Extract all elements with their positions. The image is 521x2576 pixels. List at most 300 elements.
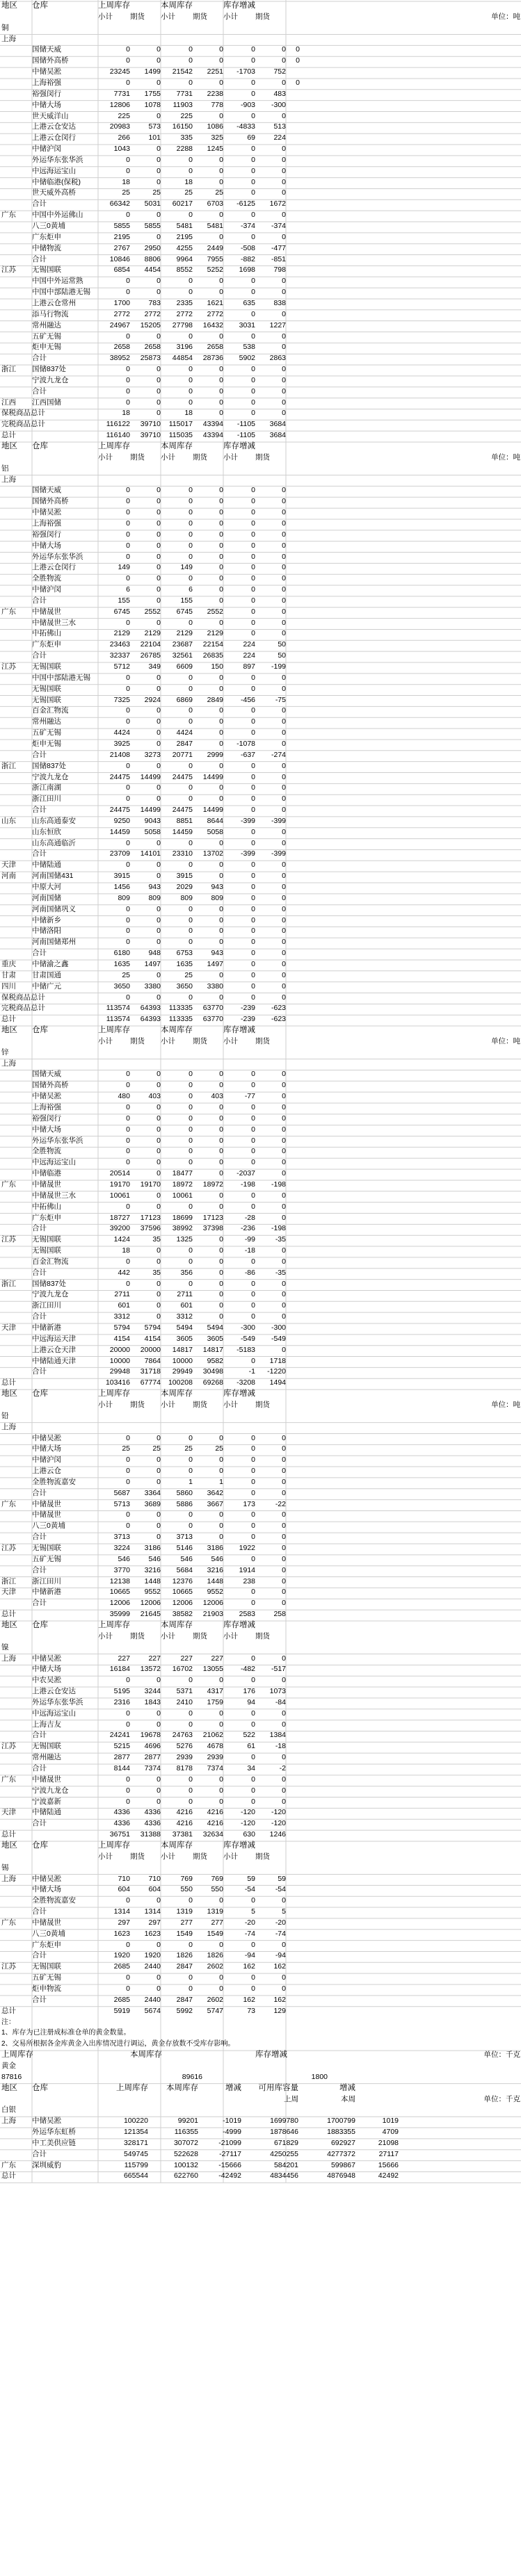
value-cell: -3208: [237, 1378, 255, 1387]
value-cell: 25: [215, 188, 223, 197]
value-cell: 0: [219, 375, 223, 384]
value-cell: 0: [219, 706, 223, 715]
value-cell: 2602: [207, 1995, 223, 2004]
warehouse-cell: 中国中外运佛山: [32, 211, 83, 220]
value-cell: 0: [189, 277, 193, 286]
value-cell: 0: [126, 861, 130, 870]
warehouse-cell: 国储天威: [32, 486, 61, 495]
value-cell: 103416: [105, 1378, 130, 1387]
warehouse-cell: 合计: [32, 1907, 47, 1916]
value-cell: 0: [157, 1257, 161, 1266]
value-cell: 18: [184, 177, 193, 186]
value-cell: 0: [282, 1984, 286, 1993]
value-cell: 94: [247, 1697, 255, 1706]
value-cell: 0: [282, 1775, 286, 1784]
value-cell: 6854: [113, 266, 130, 275]
column-subheader: 期货: [255, 1631, 270, 1640]
region-cell: 广东: [1, 607, 16, 616]
value-cell: 0: [126, 1136, 130, 1145]
value-cell: 0: [282, 794, 286, 804]
column-subheader: 小计: [98, 1852, 113, 1861]
value-cell: 0: [189, 1973, 193, 1982]
value-cell: 1456: [113, 883, 130, 891]
value-cell: 32337: [109, 651, 130, 660]
value-cell: 0: [251, 1973, 255, 1982]
value-cell: 0: [251, 1753, 255, 1762]
value-cell: -374: [240, 222, 255, 230]
value-cell: 43394: [202, 420, 223, 429]
region-cell: 重庆: [1, 959, 16, 968]
warehouse-cell: 上港云仓常州: [32, 298, 76, 307]
value-cell: 61: [247, 1742, 255, 1751]
value-cell: 5058: [207, 827, 223, 836]
value-cell: 0: [219, 519, 223, 528]
value-cell: 0: [251, 596, 255, 605]
value-cell: 0: [189, 1510, 193, 1519]
value-cell: 29949: [172, 1367, 193, 1376]
value-cell: 328171: [123, 2138, 148, 2147]
value-cell: 9552: [207, 1588, 223, 1597]
value-cell: 0: [251, 288, 255, 297]
warehouse-cell: 八三0黄埔: [32, 1522, 65, 1531]
value-cell: 0: [219, 1268, 223, 1277]
value-cell: 0: [251, 827, 255, 836]
value-cell: 1914: [239, 1565, 255, 1574]
value-cell: 3244: [144, 1687, 161, 1696]
value-cell: 0: [157, 783, 161, 792]
warehouse-cell: 上海吉友: [32, 1720, 61, 1729]
region-cell: 广东: [1, 1180, 16, 1189]
value-cell: 23310: [172, 849, 193, 858]
value-cell: 0: [282, 1147, 286, 1156]
column-header: 上周库存: [98, 1841, 130, 1850]
warehouse-cell: 中储晟世: [32, 1499, 61, 1508]
warehouse-cell: 浙江田川: [32, 1301, 61, 1310]
warehouse-cell: 合计: [32, 949, 47, 958]
value-cell: 0: [219, 111, 223, 120]
value-cell: 0: [157, 1984, 161, 1993]
value-cell: 0: [282, 1312, 286, 1321]
value-cell: 0: [157, 838, 161, 847]
column-header: 地区: [1, 442, 17, 450]
value-cell: 2711: [114, 1290, 130, 1299]
value-cell: 0: [126, 552, 130, 561]
value-cell: 0: [219, 1676, 223, 1685]
warehouse-cell: 常州融达: [32, 320, 61, 329]
value-cell: -2: [279, 1764, 286, 1772]
value-cell: 0: [157, 45, 161, 54]
warehouse-cell: 无锡国联: [32, 1742, 61, 1751]
value-cell: 809: [148, 893, 161, 902]
region-cell: 浙江: [1, 1576, 16, 1585]
column-header: 库存增减: [223, 1026, 255, 1035]
warehouse-cell: 中储沪闵: [32, 585, 61, 594]
value-cell: 1227: [269, 320, 286, 329]
silver-unit-label: 单位：千克: [483, 2094, 520, 2103]
value-cell: -882: [240, 254, 255, 263]
value-cell: 0: [282, 332, 286, 341]
value-cell: 0: [251, 45, 255, 54]
value-cell: 0: [219, 838, 223, 847]
value-cell: 69: [247, 133, 255, 142]
region-cell: 上海: [1, 1059, 16, 1068]
warehouse-cell: 八三0黄埔: [32, 1929, 65, 1938]
value-cell: 0: [282, 618, 286, 627]
value-cell: 32634: [202, 1830, 223, 1839]
value-cell: 1922: [239, 1544, 255, 1552]
value-cell: 2924: [144, 695, 161, 704]
value-cell: 14817: [172, 1345, 193, 1354]
value-cell: 0: [219, 1191, 223, 1200]
warehouse-cell: 合计: [32, 750, 47, 759]
warehouse-cell: 合计: [32, 1995, 47, 2004]
warehouse-cell: 中储晟世: [32, 1510, 61, 1519]
warehouse-cell: 中储吴淞: [32, 508, 61, 517]
silver-column-header: 增减: [339, 2083, 355, 2092]
value-cell: 0: [189, 486, 193, 495]
value-cell: 0: [157, 145, 161, 154]
value-cell: 5215: [113, 1742, 130, 1751]
value-cell: 0: [126, 1797, 130, 1806]
warehouse-cell: 中储物流: [32, 243, 61, 252]
value-cell: 5855: [113, 222, 130, 230]
value-cell: 0: [157, 1114, 161, 1123]
value-cell: 0: [282, 188, 286, 197]
value-cell: 0: [251, 1720, 255, 1729]
value-cell: -456: [240, 695, 255, 704]
value-cell: 0: [219, 1169, 223, 1178]
region-cell: 浙江: [1, 761, 16, 770]
value-cell: 14499: [202, 806, 223, 815]
value-cell: 227: [180, 1654, 193, 1663]
value-cell: 31718: [140, 1367, 161, 1376]
value-cell: 5919: [113, 2006, 130, 2015]
value-cell: 0: [282, 309, 286, 318]
value-cell: 64393: [140, 1015, 161, 1024]
value-cell: 0: [251, 574, 255, 583]
value-cell: 4424: [176, 728, 193, 737]
warehouse-cell: 中储吴淞: [32, 67, 61, 76]
value-cell: 0: [126, 1081, 130, 1090]
value-cell: 4277372: [327, 2149, 355, 2158]
value-cell: 0: [157, 761, 161, 770]
silver-column-header: 地区: [1, 2083, 17, 2092]
value-cell: 630: [243, 1830, 255, 1839]
value-cell: 0: [251, 1554, 255, 1563]
value-cell: 546: [180, 1554, 193, 1563]
value-cell: 943: [211, 949, 223, 958]
value-cell: 59: [278, 1874, 286, 1883]
value-cell: 442: [118, 1268, 130, 1277]
region-cell: 广东: [1, 1499, 16, 1508]
column-subheader: 期货: [193, 1631, 207, 1640]
value-cell: 0: [282, 1576, 286, 1585]
value-cell: 100208: [168, 1378, 193, 1387]
value-cell: 1043: [113, 145, 130, 154]
value-cell: 9964: [176, 254, 193, 263]
value-cell: 0: [282, 1169, 286, 1178]
value-cell: 3642: [207, 1488, 223, 1497]
value-cell: 0: [282, 938, 286, 947]
column-subheader: 期货: [130, 1400, 145, 1409]
value-cell: 0: [282, 717, 286, 726]
value-cell: 0: [157, 288, 161, 297]
value-cell: 0: [189, 332, 193, 341]
value-cell: 0: [219, 1709, 223, 1718]
value-cell: 778: [211, 100, 223, 109]
value-cell: 1700: [113, 298, 130, 307]
value-cell: 14817: [202, 1345, 223, 1354]
value-cell: 0: [157, 1676, 161, 1685]
value-cell: 0: [157, 398, 161, 407]
value-cell: 11903: [173, 100, 193, 109]
value-cell: 4317: [207, 1687, 223, 1696]
value-cell: 0: [126, 761, 130, 770]
value-cell: 35: [152, 1235, 161, 1244]
value-cell: 0: [126, 1676, 130, 1685]
value-cell: 0: [219, 927, 223, 936]
value-cell: 29948: [109, 1367, 130, 1376]
value-cell: 897: [243, 662, 255, 671]
warehouse-cell: 合计: [32, 1312, 47, 1321]
column-subheader: 小计: [161, 1400, 175, 1409]
value-cell: 9552: [144, 1588, 161, 1597]
value-cell: 0: [126, 155, 130, 164]
value-cell: 1883355: [327, 2128, 355, 2137]
column-subheader: 期货: [193, 12, 207, 21]
value-cell: 0: [189, 1092, 193, 1101]
value-cell: 0: [126, 717, 130, 726]
value-cell: 0: [251, 1467, 255, 1476]
region-cell: 天津: [1, 1808, 16, 1817]
value-cell: 0: [189, 519, 193, 528]
value-cell: 0: [219, 1522, 223, 1531]
value-cell: 18: [122, 177, 130, 186]
warehouse-cell: 常州融达: [32, 1753, 61, 1762]
value-cell: 3186: [207, 1544, 223, 1552]
value-cell: 5992: [176, 2006, 193, 2015]
value-cell: 0: [251, 1709, 255, 1718]
value-cell: 0: [157, 552, 161, 561]
value-cell: 0: [126, 618, 130, 627]
column-header: 地区: [1, 1, 17, 10]
unit-label: 单位：吨: [491, 1400, 520, 1409]
column-header: 库存增减: [223, 1841, 255, 1850]
value-cell: 0: [251, 111, 255, 120]
value-cell: 403: [211, 1092, 223, 1101]
column-subheader: 期货: [255, 1400, 270, 1409]
value-cell: 0: [251, 1290, 255, 1299]
value-cell: 2767: [113, 243, 130, 252]
region-cell: 上海: [1, 1874, 16, 1883]
value-cell: 0: [189, 365, 193, 374]
value-cell: 0: [282, 772, 286, 781]
warehouse-cell: 广东炬申: [32, 1940, 61, 1949]
value-cell: -54: [244, 1885, 255, 1894]
value-cell: 0: [219, 794, 223, 804]
value-cell: 64393: [140, 1004, 161, 1013]
value-cell: -5183: [237, 1345, 255, 1354]
value-cell: 0: [219, 155, 223, 164]
value-cell: 0: [157, 684, 161, 693]
warehouse-cell: 外运华东张华浜: [32, 552, 83, 561]
value-cell: 483: [273, 89, 286, 98]
region-cell: 浙江: [1, 365, 16, 374]
column-header: 库存增减: [223, 442, 255, 450]
value-cell: 1826: [176, 1951, 193, 1960]
value-cell: 0: [126, 332, 130, 341]
column-subheader: 小计: [161, 1852, 175, 1861]
value-cell: 0: [282, 883, 286, 891]
value-cell: 155: [118, 596, 130, 605]
value-cell: 0: [251, 1191, 255, 1200]
value-cell: 2129: [207, 629, 223, 638]
value-cell: 21098: [378, 2138, 399, 2147]
value-cell: 4336: [113, 1819, 130, 1828]
value-cell: 0: [251, 949, 255, 958]
warehouse-cell: 外运华东张华浜: [32, 1697, 83, 1706]
value-cell: -27117: [219, 2149, 241, 2158]
value-cell: -517: [271, 1665, 286, 1674]
value-cell: 0: [251, 717, 255, 726]
value-cell: 0: [282, 1456, 286, 1465]
value-cell: 50: [278, 640, 286, 649]
column-header: 地区: [1, 1620, 17, 1629]
value-cell: 622760: [173, 2171, 198, 2180]
value-cell: 3216: [144, 1565, 161, 1574]
value-cell: 63770: [202, 1004, 223, 1013]
value-cell: 3713: [176, 1533, 193, 1542]
value-cell: 6180: [113, 949, 130, 958]
value-cell: 0: [251, 915, 255, 924]
value-cell: 2847: [176, 1995, 193, 2004]
value-cell: 100220: [123, 2117, 148, 2126]
value-cell: 0: [219, 861, 223, 870]
value-cell: 0: [189, 1467, 193, 1476]
column-header: 本周库存: [161, 442, 193, 450]
value-cell: 809: [118, 893, 130, 902]
value-cell: 0: [282, 1599, 286, 1608]
value-cell: 0: [219, 1070, 223, 1079]
value-cell: 0: [251, 706, 255, 715]
region-cell: 河南: [1, 872, 16, 881]
value-cell: -236: [240, 1224, 255, 1233]
value-cell: 0: [219, 684, 223, 693]
value-cell: 34: [247, 1764, 255, 1772]
value-cell: 0: [282, 145, 286, 154]
value-cell: 0: [189, 861, 193, 870]
value-cell: 0: [251, 552, 255, 561]
value-cell: 0: [251, 1654, 255, 1663]
value-cell: 0: [219, 1290, 223, 1299]
value-cell: 0: [219, 1510, 223, 1519]
warehouse-cell: 中国中部陆港无锡: [32, 673, 90, 682]
value-cell: 0: [219, 552, 223, 561]
value-cell: 0: [219, 1456, 223, 1465]
value-cell: 1424: [113, 1235, 130, 1244]
value-cell: 0: [219, 1125, 223, 1134]
value-cell: 25: [122, 1444, 130, 1453]
value-cell: 0: [189, 155, 193, 164]
value-cell: 4154: [144, 1334, 161, 1343]
value-cell: 0: [282, 981, 286, 991]
value-cell: 1699780: [270, 2117, 298, 2126]
value-cell: 25: [184, 1444, 193, 1453]
value-cell: 0: [251, 277, 255, 286]
value-cell: 0: [157, 530, 161, 539]
value-cell: 4154: [113, 1334, 130, 1343]
value-cell: 3667: [207, 1499, 223, 1508]
column-subheader: 期货: [130, 1036, 145, 1045]
warehouse-cell: 合计: [32, 596, 47, 605]
warehouse-cell: 中拓佛山: [32, 1202, 61, 1211]
value-cell: 162: [243, 1995, 255, 2004]
warehouse-cell: 合计: [32, 1533, 47, 1542]
value-cell: 10061: [172, 1191, 193, 1200]
value-cell: 0: [296, 56, 300, 65]
value-cell: 23245: [109, 67, 130, 76]
warehouse-cell: 国储天威: [32, 45, 61, 54]
value-cell: 0: [157, 706, 161, 715]
value-cell: 1672: [269, 199, 286, 209]
warehouse-cell: 国储837处: [32, 1279, 67, 1288]
value-cell: 480: [118, 1092, 130, 1101]
value-cell: 0: [282, 155, 286, 164]
value-cell: 0: [282, 1257, 286, 1266]
value-cell: 0: [251, 1676, 255, 1685]
value-cell: 28736: [202, 354, 223, 363]
value-cell: 0: [189, 78, 193, 87]
value-cell: 0: [282, 1709, 286, 1718]
warehouse-cell: 中储大场: [32, 1444, 61, 1453]
warehouse-cell: 世天威外高桥: [32, 188, 76, 197]
value-cell: 0: [157, 1279, 161, 1288]
value-cell: 599867: [330, 2160, 355, 2169]
value-cell: 13572: [140, 1665, 161, 1674]
value-cell: 2685: [113, 1962, 130, 1971]
value-cell: 4250255: [270, 2149, 298, 2158]
value-cell: 0: [251, 563, 255, 572]
value-cell: 2129: [176, 629, 193, 638]
value-cell: 0: [282, 56, 286, 65]
value-cell: 3186: [144, 1544, 161, 1552]
value-cell: 0: [251, 938, 255, 947]
value-cell: 3713: [113, 1533, 130, 1542]
column-subheader: 期货: [255, 453, 270, 462]
value-cell: 5481: [207, 222, 223, 230]
value-cell: 0: [282, 1510, 286, 1519]
value-cell: 1319: [176, 1907, 193, 1916]
value-cell: 73: [247, 2006, 255, 2015]
value-cell: 5794: [144, 1323, 161, 1332]
warehouse-cell: 山东高通临沂: [32, 838, 76, 847]
value-cell: -54: [275, 1885, 286, 1894]
warehouse-cell: 合计: [32, 1599, 47, 1608]
warehouse-cell: 国储837处: [32, 761, 67, 770]
value-cell: 0: [219, 563, 223, 572]
value-cell: -4999: [223, 2128, 241, 2137]
value-cell: 162: [243, 1962, 255, 1971]
value-cell: 573: [148, 122, 161, 131]
warehouse-cell: 河南国储: [32, 893, 61, 902]
warehouse-cell: 中国中外运常熟: [32, 277, 83, 286]
gold-unit-label: 单位：千克: [483, 2051, 520, 2060]
column-subheader: 小计: [161, 453, 175, 462]
column-header: 上周库存: [98, 1026, 130, 1035]
value-cell: 0: [126, 1125, 130, 1134]
value-cell: 38582: [172, 1610, 193, 1619]
value-cell: 6703: [207, 199, 223, 209]
